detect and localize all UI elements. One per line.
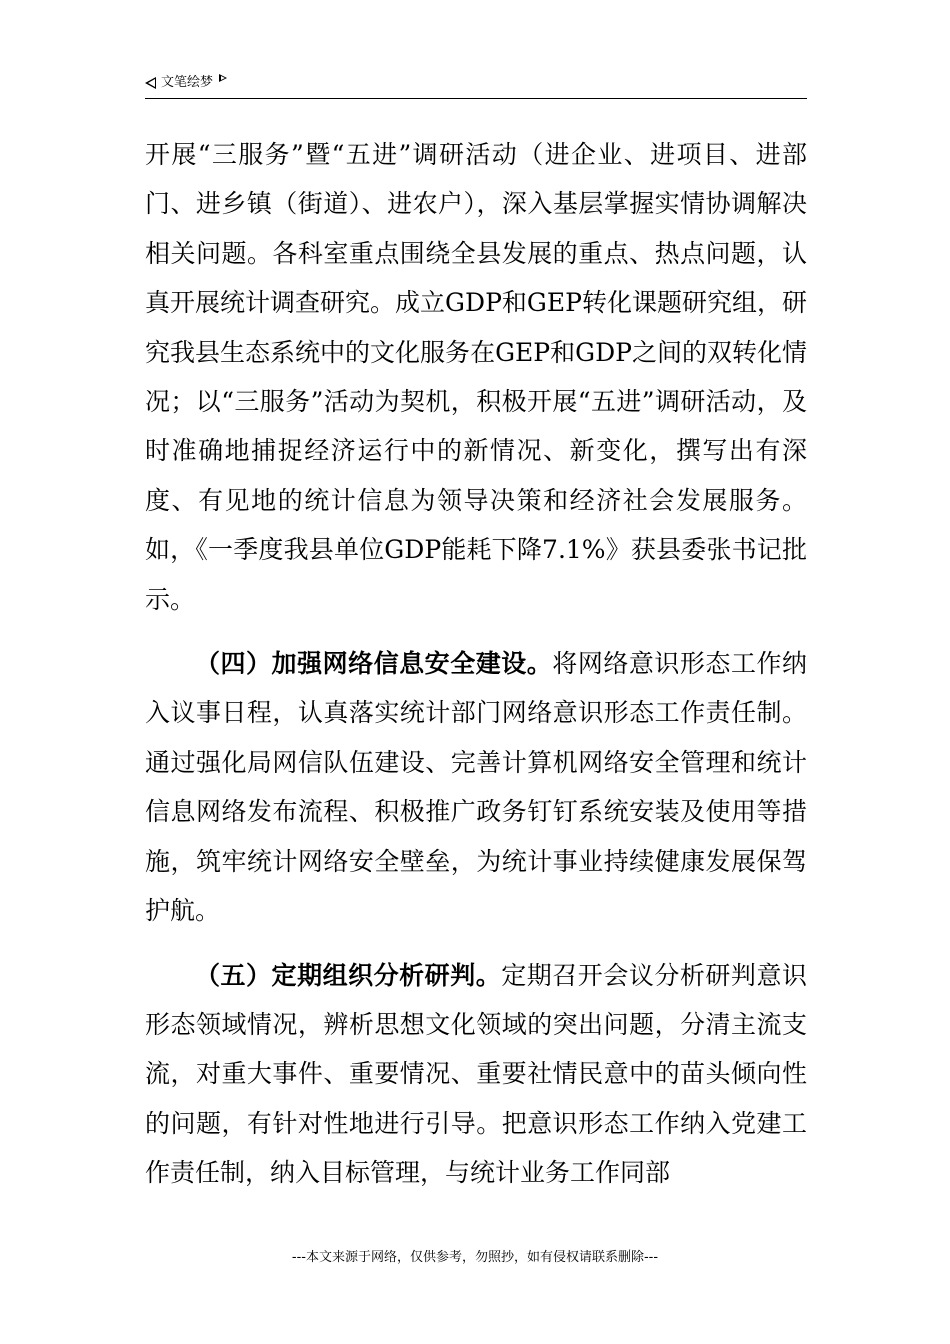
page-header [145, 70, 807, 99]
paragraph-heading: （四）加强网络信息安全建设。 [195, 649, 553, 679]
paragraph-analysis [145, 951, 807, 1198]
paragraph-text: 开展“三服务”暨“五进”调研活动（进企业、进项目、进部门、进乡镇（街道）、进农户），深入基层掌握实情协调解决相关问题。各科室重点围绕全县发展的重点、热点问题，认真开展统计调查研究。成立GDP和GEP转化课题研究组，研究我县生态系统中的文化服务在GEP和GDP之间的双转化情况；以“三服务”活动为契机，积极开展“五进”调研活动，及时准确地捕捉经济运行中的新情况、新变化，撰写出有深度、有见地的统计信息为领导决策和经济社会发展服务。如，《一季度我县单位GDP能耗下降7.1%》获县委张书记批示。 [145, 140, 807, 614]
paragraph-text: 将网络意识形态工作纳入议事日程，认真落实统计部门网络意识形态工作责任制。通过强化局网信队伍建设、完善计算机网络安全管理和统计信息网络发布流程、积极推广政务钉钉系统安装及使用等措施，筑牢统计网络安全壁垒，为统计事业持续健康发展保驾护航。 [145, 649, 807, 926]
header-brand: 文笔绘梦 [161, 75, 214, 90]
paragraph-continuation [145, 130, 807, 624]
triangle-left-icon [145, 77, 156, 89]
triangle-right-icon [219, 74, 227, 82]
paragraph-network-security [145, 639, 807, 935]
page-footer: ---本文来源于网络，仅供参考，勿照抄，如有侵权请联系删除--- [291, 1250, 659, 1265]
document-body [145, 130, 807, 1198]
paragraph-text: 定期召开会议分析研判意识形态领域情况，辨析思想文化领域的突出问题，分清主流支流，对重大事件、重要情况、重要社情民意中的苗头倾向性的问题，有针对性地进行引导。把意识形态工作纳入党建工作责任制，纳入目标管理，与统计业务工作同部 [145, 960, 807, 1188]
paragraph-heading: （五）定期组织分析研判。 [195, 960, 502, 990]
